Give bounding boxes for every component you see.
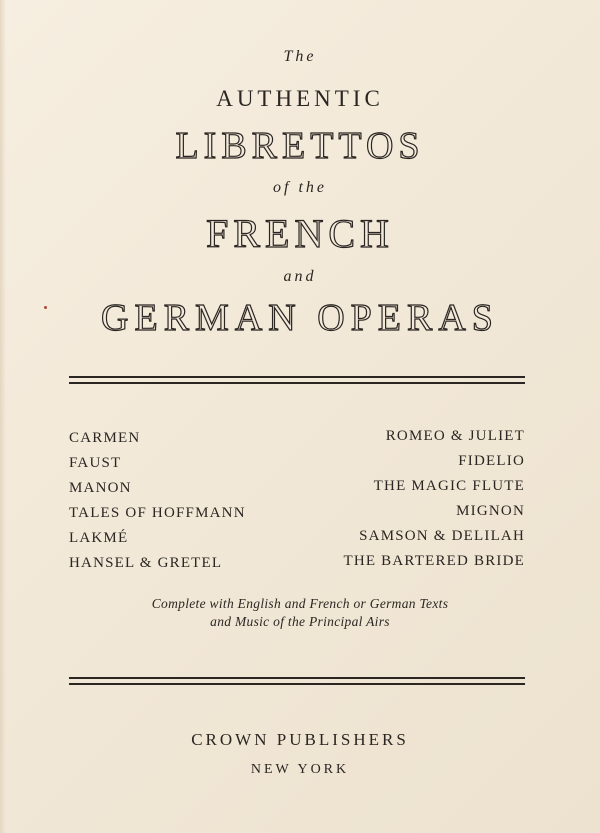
list-item: HANSEL & GRETEL [69,555,223,571]
list-item: MIGNON [456,503,525,519]
title-authentic: AUTHENTIC [216,86,384,111]
title-french: FRENCH [206,211,394,256]
list-item: FIDELIO [458,453,525,469]
ink-speck [44,306,47,309]
title-of-the: of the [273,179,327,196]
bottom-rule-lower [69,683,525,685]
list-item: THE MAGIC FLUTE [373,478,525,494]
title-german-operas: GERMAN OPERAS [101,297,499,339]
top-rule-upper [69,376,525,378]
title-and: and [283,268,317,285]
title-the: The [283,48,317,65]
list-item: TALES OF HOFFMANN [69,505,246,521]
list-item: ROMEO & JULIET [385,428,525,444]
top-rule-lower [69,382,525,384]
bottom-rule-upper [69,677,525,679]
description-line-1: Complete with English and French or German Texts [151,596,449,611]
list-item: CARMEN [69,430,141,446]
publisher-name: CROWN PUBLISHERS [191,730,409,749]
publisher-city: NEW YORK [250,762,350,777]
list-item: SAMSON & DELILAH [359,528,525,544]
opera-list-left [69,426,246,576]
opera-list-right [343,424,525,574]
title-librettos: LIBRETTOS [175,125,425,167]
list-item: THE BARTERED BRIDE [343,553,525,569]
list-item: MANON [69,480,132,496]
description-line-2: and Music of the Principal Airs [210,614,390,629]
list-item: FAUST [69,455,122,471]
list-item: LAKMÉ [69,530,129,546]
